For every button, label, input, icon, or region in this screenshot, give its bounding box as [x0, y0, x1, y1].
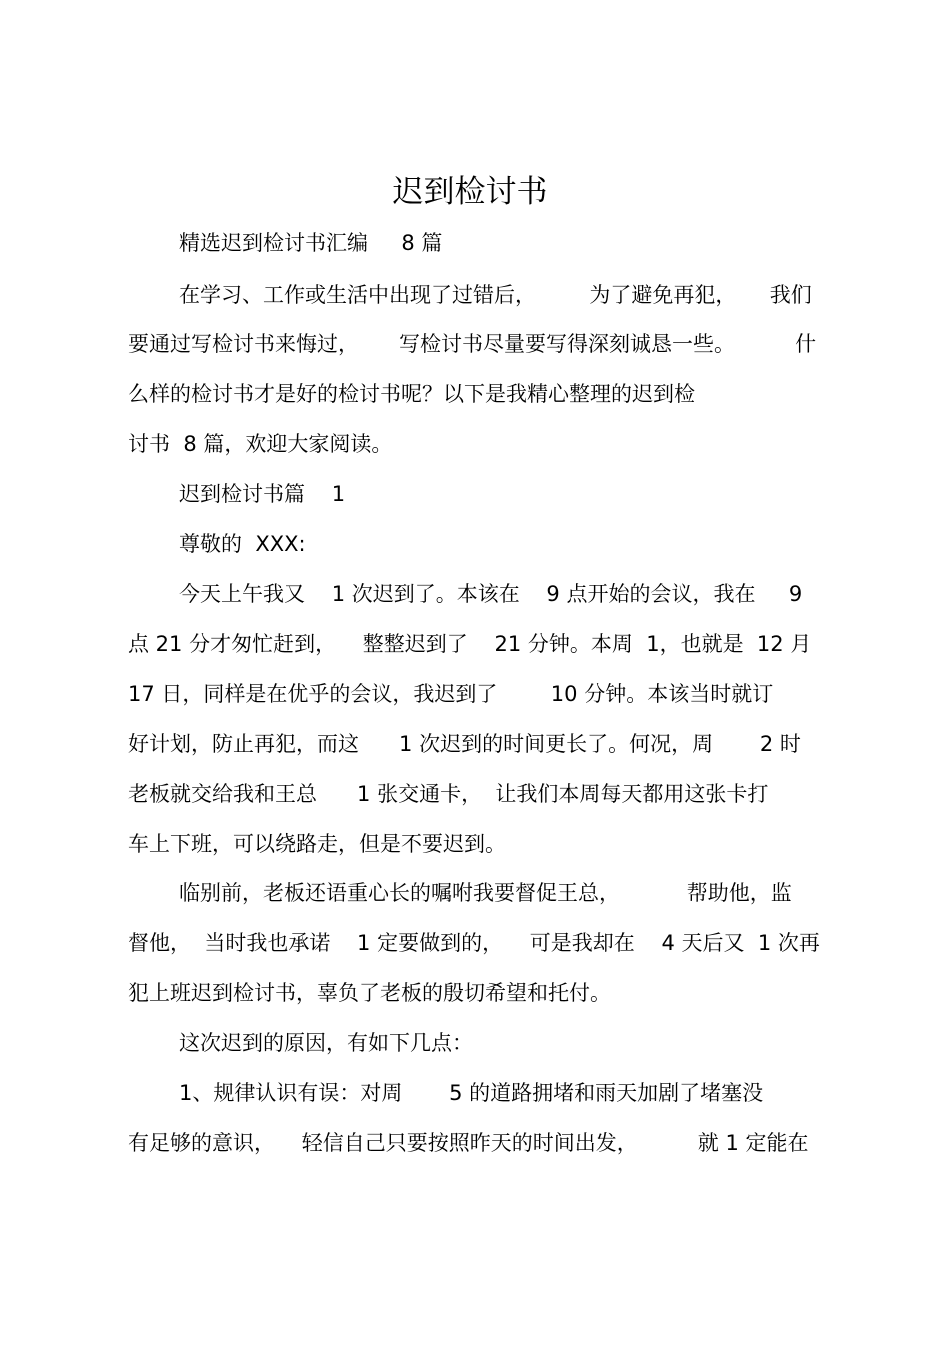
- intro-line-4: 讨书 8 篇，欢迎大家阅读。: [128, 432, 393, 456]
- paragraph-1-line-4: 好计划，防止再犯，而这 1 次迟到的时间更长了。何况，周 2 时: [128, 732, 801, 756]
- paragraph-1-line-6: 车上下班，可以绕路走，但是不要迟到。: [128, 832, 506, 856]
- paragraph-1-line-1: 今天上午我又 1 次迟到了。本该在 9 点开始的会议，我在 9: [179, 582, 803, 606]
- paragraph-3-line-1: 这次迟到的原因，有如下几点：: [179, 1031, 473, 1055]
- paragraph-4-line-2: 有足够的意识， 轻信自己只要按照昨天的时间出发， 就 1 定能在: [128, 1131, 809, 1155]
- paragraph-4-line-1: 1、规律认识有误：对周 5 的道路拥堵和雨天加剧了堵塞没: [179, 1081, 764, 1105]
- paragraph-1-line-5: 老板就交给我和王总 1 张交通卡， 让我们本周每天都用这张卡打: [128, 782, 769, 806]
- paragraph-2-line-2: 督他， 当时我也承诺 1 定要做到的， 可是我却在 4 天后又 1 次再: [128, 931, 820, 955]
- paragraph-1-line-2: 点 21 分才匆忙赶到， 整整迟到了 21 分钟。本周 1，也就是 12 月: [128, 632, 812, 656]
- subtitle-line: 精选迟到检讨书汇编 8 篇: [179, 231, 443, 255]
- intro-line-3: 么样的检讨书才是好的检讨书呢？以下是我精心整理的迟到检: [128, 382, 695, 406]
- document-title: 迟到检讨书: [392, 174, 548, 210]
- intro-line-2: 要通过写检讨书来悔过， 写检讨书尽量要写得深刻诚恳一些。 什: [128, 332, 817, 356]
- salutation-line: 尊敬的 XXX:: [179, 532, 306, 556]
- paragraph-2-line-1: 临别前，老板还语重心长的嘱咐我要督促王总， 帮助他，监: [179, 881, 792, 905]
- section-heading-1: 迟到检讨书篇 1: [179, 482, 346, 506]
- paragraph-1-line-3: 17 日，同样是在优乎的会议，我迟到了 10 分钟。本该当时就订: [128, 682, 774, 706]
- intro-line-1: 在学习、工作或生活中出现了过错后， 为了避免再犯， 我们: [179, 283, 812, 307]
- paragraph-2-line-3: 犯上班迟到检讨书，辜负了老板的殷切希望和托付。: [128, 981, 611, 1005]
